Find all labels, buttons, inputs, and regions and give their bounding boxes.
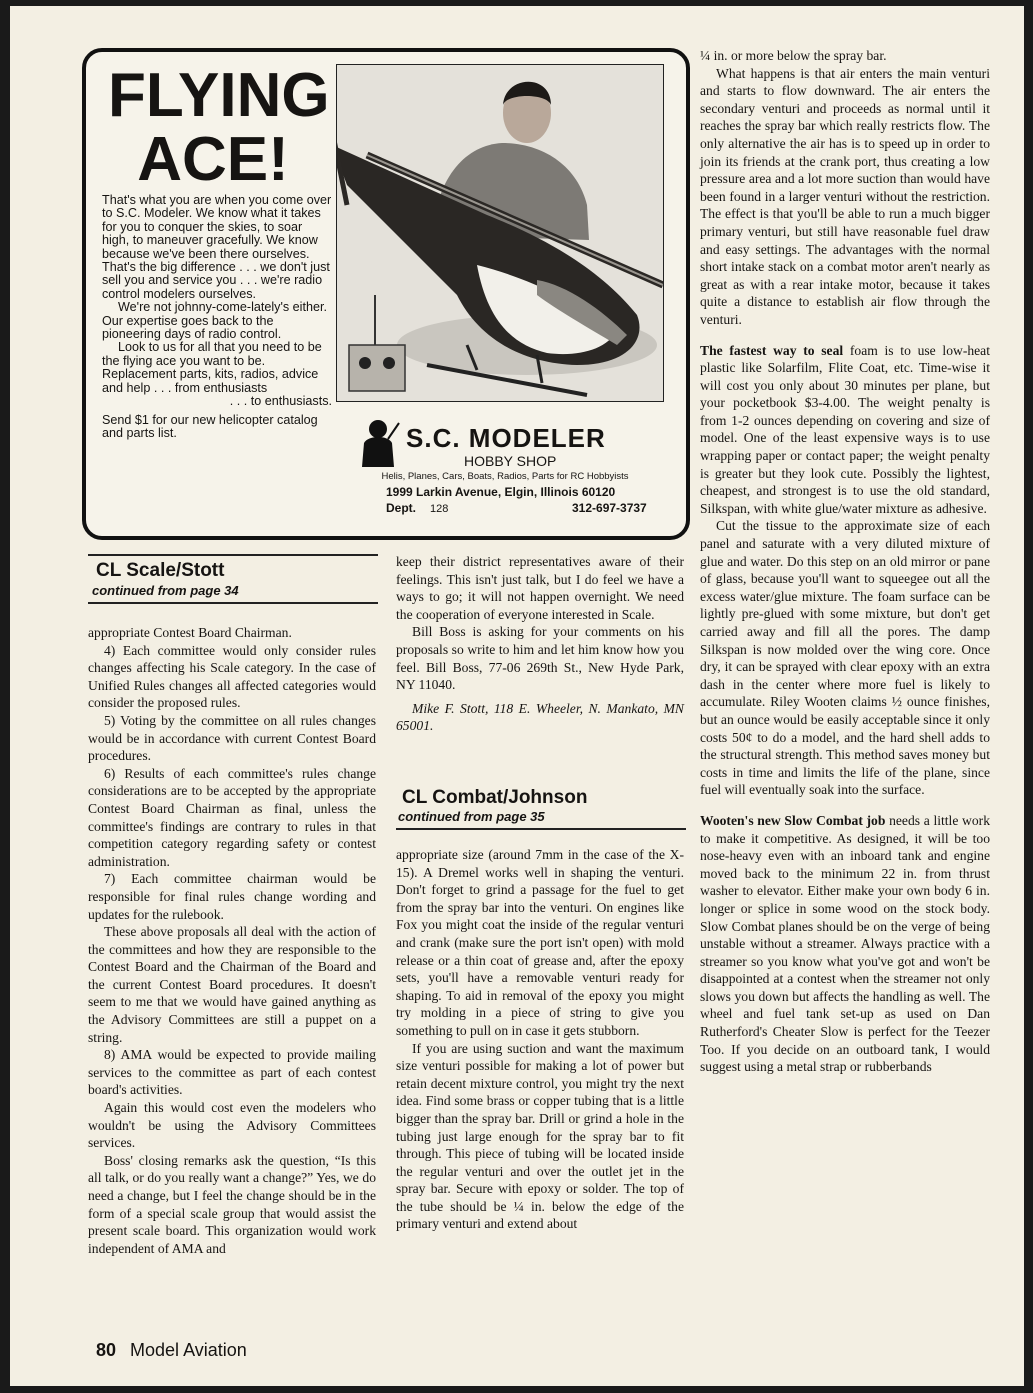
paragraph: 5) Voting by the committee on all rules changes would be in accordance with current Contest Board procedures. <box>88 712 376 764</box>
ad-body-copy <box>102 194 332 440</box>
shop-subtitle: HOBBY SHOP <box>464 453 557 469</box>
ad-offer: Send $1 for our new helicopter catalog and parts list. <box>102 412 318 440</box>
paragraph: These above proposals all deal with the action of the committees and how they are responsible to the Contest Board and the Chairman of the Board and the current Contest Board procedures. It doesn't seem to me that we would have gained anything as the Advisory Committees are still a puppet on a string. <box>88 924 376 1045</box>
flying-ace-mascot-icon <box>358 419 400 469</box>
ad-paragraph: Look to us for all that you need to be the flying ace you want to be. Replacement parts, kits, radios, advice and help . . . from enthusiasts <box>102 340 322 395</box>
ad-paragraph: . . . to enthusiasts. <box>229 394 332 409</box>
paragraph-wooten: Wooten's new Slow Combat job needs a little work to make it competitive. As designed, it will be too nose-heavy even with an inboard tank and engine moved back to the minimum 22 in. from thrust washer to elevator. Either make your own body 6 in. longer or splice in some wood on the stock body. Slow Combat planes should be on the verge of being unstable without a streamer. Always practice with a streamer so you know what you've got and won't be disappointed at a contest when the streamer not only slows you down but affects the handling as well. The wheel and fuel tank set-up as used on Dan Rutherford's Cheater Slow is perfect for the Teezer Too. If you decide on an outboard tank, I would suggest using a metal strap or rubberbands <box>700 812 990 1075</box>
shop-address: 1999 Larkin Avenue, Elgin, Illinois 60120 <box>386 485 616 499</box>
column-1-text <box>88 624 376 1257</box>
helicopter-illustration <box>337 65 663 401</box>
paragraph: appropriate size (around 7mm in the case of the X-15). A Dremel works well in shaping the venturi. Don't forget to grind a passage for the fuel to get from the spray bar into the venturi. On engines like Fox you might coat the inside of the regular venturi and crank (make sure the port isn't open) with mold release or a thin coat of grease and, after the epoxy sets, you'll have a removable venturi ready for shaping. To aid in removal of the epoxy you might try molding in a piece of string to give you something to pull on in case it gets stubborn. <box>396 847 684 1038</box>
page-number: 80 <box>96 1340 117 1360</box>
section-rule <box>88 602 378 604</box>
section-continued-note: continued from page 34 <box>92 583 239 598</box>
section-rule <box>396 828 686 830</box>
paragraph: What happens is that air enters the main venturi and starts to flow downward. The air enters the secondary venturi and proceeds as normal until it reaches the spray bar which really restricts flow. The only alternative the air has is to speed up in order to join its friends at the crank port, thus creating a low pressure area and a lot more suction than would have been found in a larger venturi without the restriction. The effect is that you'll be able to run a much bigger primary venturi, but still have reasonable fuel draw and easy settings. The advantages with the normal short intake stack on a combat motor aren't nearly as great as with a rear intake motor, because it takes quite a distance to establish air flow through the venturi. <box>700 65 990 327</box>
advertisement <box>82 48 690 540</box>
ad-paragraph: We're not johnny-come-lately's either. Our expertise goes back to the pioneering days of radio control. <box>102 300 327 342</box>
paragraph: 4) Each committee would only consider rules changes affecting his Scale category. In the case of Unified Rules changes all affected categories would consider the proposed rules. <box>88 642 376 711</box>
magazine-name: Model Aviation <box>130 1340 247 1360</box>
shop-name: S.C. MODELER <box>406 423 606 453</box>
paragraph: 8) AMA would be expected to provide mailing services to the committee as part of each contest board's activities. <box>88 1047 376 1098</box>
paragraph: Cut the tissue to the approximate size of each panel and saturate with a very diluted mixture of glue and water. Do this step on an old mirror or pane of glass, because you'll want to squeegee out all the excess water/glue mixture. The foam surface can be lightly pre-glued with some mixture, but don't get carried away and fill all the pores. The damp Silkspan is now molded over the wing core. Once dry, it can be sprayed with clear epoxy with an extra dash in the center where more fuel is likely to accumulate. Riley Wooten claims ½ ounce finishes, but an ounce would be easily acceptable since it only costs 50¢ to do a model, and the hard shell adds to the structural strength. This method saves money but costs in time and limits the life of the plane, since fuel will eventually soak into the surface. <box>700 518 990 798</box>
paragraph: keep their district representatives aware of their feelings. This isn't just talk, but I do feel we have a ways to go; it will not happen overnight. We need the cooperation of everyone interested in Scale. <box>396 554 684 622</box>
section-title-cl-combat: CL Combat/Johnson <box>402 787 588 808</box>
paragraph: Again this would cost even the modelers who wouldn't be using the Advisory Committees services. <box>88 1100 376 1151</box>
paragraph: If you are using suction and want the maximum size venturi possible for making a lot of power but retain decent mixture control, you might try the next idea. Find some brass or copper tubing that is a little bigger than the spray bar. Drill or grind a hole in the tubing just large enough for the spray bar to fit through. This piece of tubing will be located inside the regular venturi and over the outlet jet in the spray bar. Secure with epoxy or solder. The top of the tube should be ¼ in. below the edge of the primary venturi and extend about <box>396 1040 684 1232</box>
section-title-cl-scale: CL Scale/Stott <box>96 560 225 581</box>
ad-paragraph: That's what you are when you come over to S.C. Modeler. We know what it takes for you to conquer the skies, to soar high, to maneuver gracefully. We know because we've been there ourselves. That's the big difference . . . we don't just sell you and service you . . . we're radio control modelers ourselves. <box>102 193 332 301</box>
column-3-text <box>700 47 990 1076</box>
column-2-text <box>396 553 684 735</box>
paragraph: Boss' closing remarks ask the question, “Is this all talk, or do you really want a change?” Yes, we do need a change, but I feel the change should be in the form of a special scale group that would assist the present scale board. This organization would work independent of AMA and <box>88 1152 376 1256</box>
paragraph: 6) Results of each committee's rules change considerations are to be accepted by the appropriate Contest Board Chairman as final, unless the committee's findings are contrary to rules in that competition category regarding safety or contest administration. <box>88 765 376 869</box>
section-rule <box>88 554 378 556</box>
shop-phone: 312-697-3737 <box>572 501 647 515</box>
author-credit: Mike F. Stott, 118 E. Wheeler, N. Mankato, MN 65001. <box>396 700 684 734</box>
ad-headline: FLYING ACE! <box>108 61 330 194</box>
paragraph: appropriate Contest Board Chairman. <box>88 625 292 640</box>
shop-dept: Dept. 128 <box>386 501 449 515</box>
helicopter-photo <box>336 64 664 402</box>
page-footer <box>96 1340 247 1361</box>
column-2b-text <box>396 846 684 1233</box>
shop-tagline: Helis, Planes, Cars, Boats, Radios, Parts for RC Hobbyists <box>381 471 629 482</box>
paragraph: 7) Each committee chairman would be responsible for final rules change wording and updates for the rulebook. <box>88 871 376 922</box>
paragraph-seal: The fastest way to seal foam is to use low-heat plastic like Solarfilm, Flite Coat, etc. Time-wise it will cost you only about 30 minutes per plane, but your pocketbook $3-4.00. The weight penalty is from 1-2 ounces depending on covering and size of model. One of the least expensive ways is to use wrapping paper or contact paper; the weight penalty is greater but they look cute. Possibly the lightest, cheapest, and strongest is to use the old standard, Silkspan, with white glue/water mixture as adhesive. <box>700 342 990 516</box>
paragraph: Bill Boss is asking for your comments on his proposals so write to him and let him know how you feel. Bill Boss, 77-06 269th St., New Hyde Park, NY 11040. <box>396 624 684 693</box>
paragraph: ¼ in. or more below the spray bar. <box>700 48 887 63</box>
section-continued-note: continued from page 35 <box>398 809 545 824</box>
